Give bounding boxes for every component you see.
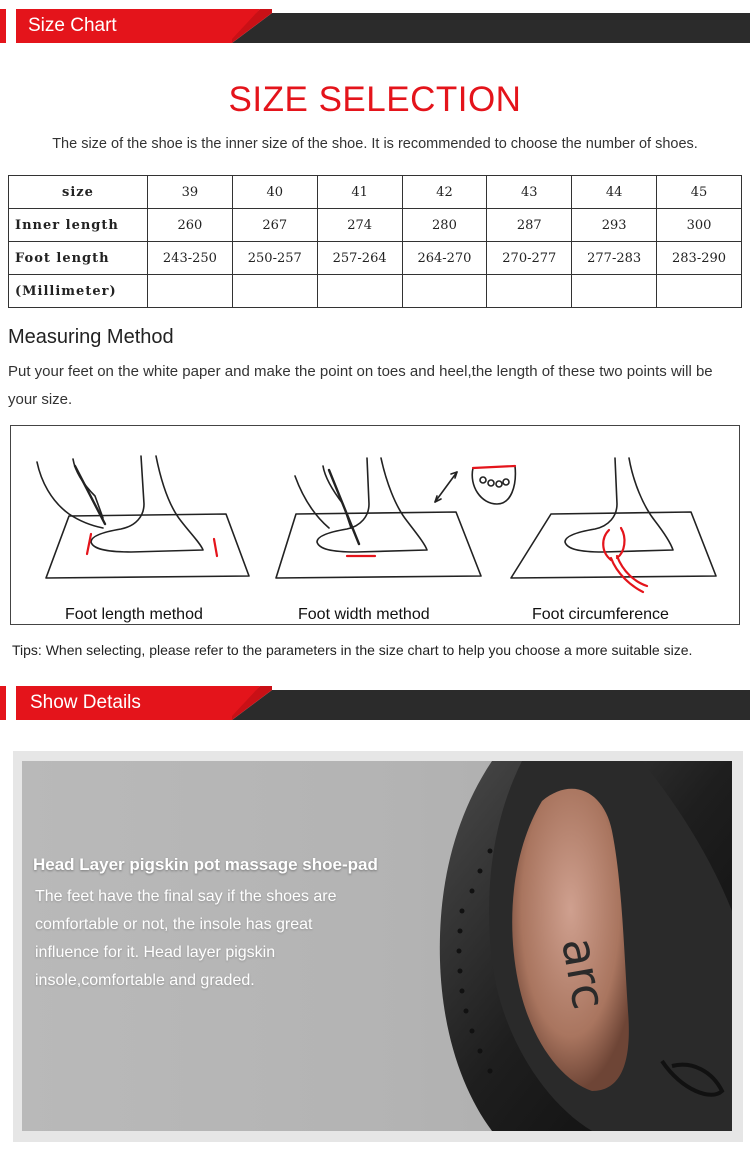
measuring-method-heading: Measuring Method bbox=[8, 326, 174, 348]
foot-length-cell: 264-270 bbox=[402, 242, 487, 275]
foot-length-cell: 277-283 bbox=[572, 242, 657, 275]
size-cell: 41 bbox=[317, 176, 402, 209]
size-table bbox=[8, 175, 742, 308]
foot-length-cell: 243-250 bbox=[148, 242, 233, 275]
foot-length-cell: 270-277 bbox=[487, 242, 572, 275]
inner-length-cell: 267 bbox=[232, 209, 317, 242]
show-details-banner bbox=[0, 686, 750, 720]
inner-length-cell: 287 bbox=[487, 209, 572, 242]
empty-cell bbox=[402, 275, 487, 308]
caption-foot-width: Foot width method bbox=[298, 606, 430, 623]
caption-foot-length: Foot length method bbox=[65, 606, 203, 623]
foot-circumference-illustration bbox=[511, 458, 716, 592]
row-label-foot-length: Foot length bbox=[9, 242, 148, 275]
product-photo-inner bbox=[22, 761, 732, 1131]
tips-text: Tips: When selecting, please refer to the parameters in the size chart to help you choose a more suitable size. bbox=[12, 642, 693, 658]
size-chart-banner bbox=[0, 9, 750, 43]
row-label-unit: (Millimeter) bbox=[9, 275, 148, 308]
row-label-size: size bbox=[9, 176, 148, 209]
details-description: The feet have the final say if the shoes are comfortable or not, the insole has great influence for it. Head layer pigskin insole,comfortable and graded. bbox=[35, 888, 337, 989]
size-cell: 39 bbox=[148, 176, 233, 209]
inner-length-cell: 280 bbox=[402, 209, 487, 242]
inner-length-cell: 300 bbox=[657, 209, 742, 242]
show-details-heading: Show Details bbox=[30, 692, 141, 713]
caption-foot-circumference: Foot circumference bbox=[532, 606, 669, 623]
table-row bbox=[9, 242, 742, 275]
size-chart-heading: Size Chart bbox=[28, 15, 117, 36]
table-row bbox=[9, 275, 742, 308]
inner-length-cell: 260 bbox=[148, 209, 233, 242]
row-label-inner-length: Inner length bbox=[9, 209, 148, 242]
empty-cell bbox=[572, 275, 657, 308]
size-cell: 42 bbox=[402, 176, 487, 209]
foot-length-illustration bbox=[37, 456, 249, 578]
empty-cell bbox=[317, 275, 402, 308]
foot-width-illustration bbox=[276, 458, 515, 578]
foot-length-cell: 250-257 bbox=[232, 242, 317, 275]
empty-cell bbox=[487, 275, 572, 308]
empty-cell bbox=[657, 275, 742, 308]
table-row bbox=[9, 176, 742, 209]
inner-length-cell: 274 bbox=[317, 209, 402, 242]
size-cell: 44 bbox=[572, 176, 657, 209]
empty-cell bbox=[232, 275, 317, 308]
foot-length-cell: 257-264 bbox=[317, 242, 402, 275]
foot-length-cell: 283-290 bbox=[657, 242, 742, 275]
measuring-diagram bbox=[10, 425, 740, 625]
size-cell: 40 bbox=[232, 176, 317, 209]
table-row bbox=[9, 209, 742, 242]
intro-text: The size of the shoe is the inner size of the shoe. It is recommended to choose the number of shoes. bbox=[52, 136, 698, 152]
size-cell: 45 bbox=[657, 176, 742, 209]
insole-logo: arc bbox=[551, 933, 617, 1014]
foot-illustrations bbox=[11, 426, 741, 626]
measuring-method-description: Put your feet on the white paper and make the point on toes and heel,the length of these two points will be your size. bbox=[8, 363, 713, 408]
empty-cell bbox=[148, 275, 233, 308]
inner-length-cell: 293 bbox=[572, 209, 657, 242]
details-title: Head Layer pigskin pot massage shoe-pad bbox=[33, 855, 378, 874]
product-photo bbox=[13, 751, 743, 1142]
page-title: SIZE SELECTION bbox=[228, 80, 522, 119]
size-cell: 43 bbox=[487, 176, 572, 209]
